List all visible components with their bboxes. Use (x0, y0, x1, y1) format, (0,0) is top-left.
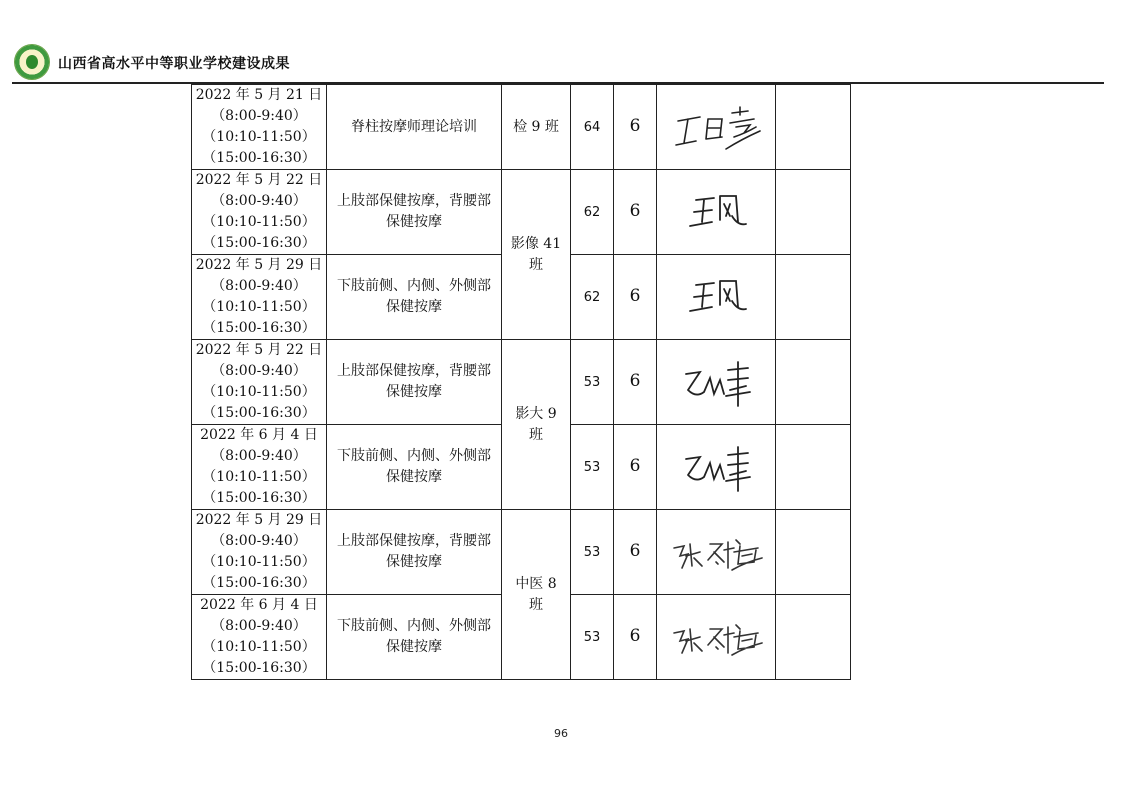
students-cell: 53 (571, 595, 614, 680)
content-cell: 下肢前侧、内侧、外侧部保健按摩 (327, 595, 502, 680)
signature-cell (657, 510, 776, 595)
table-row (192, 85, 851, 170)
content-cell: 下肢前侧、内侧、外侧部保健按摩 (327, 425, 502, 510)
students-cell: 53 (571, 340, 614, 425)
page-number: 96 (554, 727, 568, 740)
date-cell: 2022 年 6 月 4 日 （8:00-9:40） （10:10-11:50） （15:00-16:30） (192, 425, 327, 510)
hours-cell: 6 (614, 85, 657, 170)
class-cell: 影大 9 班 (502, 340, 571, 510)
hours-cell: 6 (614, 255, 657, 340)
table-row (192, 340, 851, 425)
remarks-cell (776, 425, 851, 510)
signature-cell (657, 85, 776, 170)
date-cell: 2022 年 5 月 22 日 （8:00-9:40） （10:10-11:50） （15:00-16:30） (192, 340, 327, 425)
students-cell: 53 (571, 425, 614, 510)
remarks-cell (776, 510, 851, 595)
signature-wang-changliang (666, 97, 766, 157)
remarks-cell (776, 255, 851, 340)
signature-wang-feng (666, 267, 766, 327)
hours-cell: 6 (614, 340, 657, 425)
hours-cell: 6 (614, 170, 657, 255)
class-cell: 影像 41 班 (502, 170, 571, 340)
signature-deng (666, 352, 766, 412)
content-cell: 下肢前侧、内侧、外侧部保健按摩 (327, 255, 502, 340)
date-cell: 2022 年 5 月 22 日 （8:00-9:40） （10:10-11:50） （15:00-16:30） (192, 170, 327, 255)
signature-cell (657, 595, 776, 680)
table-row (192, 510, 851, 595)
remarks-cell (776, 170, 851, 255)
students-cell: 64 (571, 85, 614, 170)
date-cell: 2022 年 5 月 21 日 （8:00-9:40） （10:10-11:50） （15:00-16:30） (192, 85, 327, 170)
signature-cell (657, 340, 776, 425)
content-cell: 上肢部保健按摩，背腰部保健按摩 (327, 170, 502, 255)
hours-cell: 6 (614, 595, 657, 680)
signature-cell (657, 425, 776, 510)
signature-wang-feng (666, 182, 766, 242)
page-header (12, 42, 1104, 84)
signature-zhang-dongmei (666, 607, 766, 667)
signature-cell (657, 170, 776, 255)
class-cell: 中医 8 班 (502, 510, 571, 680)
class-cell: 检 9 班 (502, 85, 571, 170)
signature-deng (666, 437, 766, 497)
date-cell: 2022 年 6 月 4 日 （8:00-9:40） （10:10-11:50） （15:00-16:30） (192, 595, 327, 680)
date-cell: 2022 年 5 月 29 日 （8:00-9:40） （10:10-11:50） （15:00-16:30） (192, 510, 327, 595)
students-cell: 53 (571, 510, 614, 595)
content-cell: 上肢部保健按摩，背腰部保健按摩 (327, 510, 502, 595)
training-schedule-table (191, 84, 851, 680)
signature-zhang-dongmei (666, 522, 766, 582)
content-cell: 脊柱按摩师理论培训 (327, 85, 502, 170)
remarks-cell (776, 595, 851, 680)
school-logo-icon (14, 44, 50, 80)
table-row (192, 170, 851, 255)
remarks-cell (776, 85, 851, 170)
signature-cell (657, 255, 776, 340)
header-title: 山西省高水平中等职业学校建设成果 (58, 56, 290, 72)
hours-cell: 6 (614, 510, 657, 595)
remarks-cell (776, 340, 851, 425)
content-cell: 上肢部保健按摩，背腰部保健按摩 (327, 340, 502, 425)
students-cell: 62 (571, 255, 614, 340)
date-cell: 2022 年 5 月 29 日 （8:00-9:40） （10:10-11:50） （15:00-16:30） (192, 255, 327, 340)
hours-cell: 6 (614, 425, 657, 510)
students-cell: 62 (571, 170, 614, 255)
